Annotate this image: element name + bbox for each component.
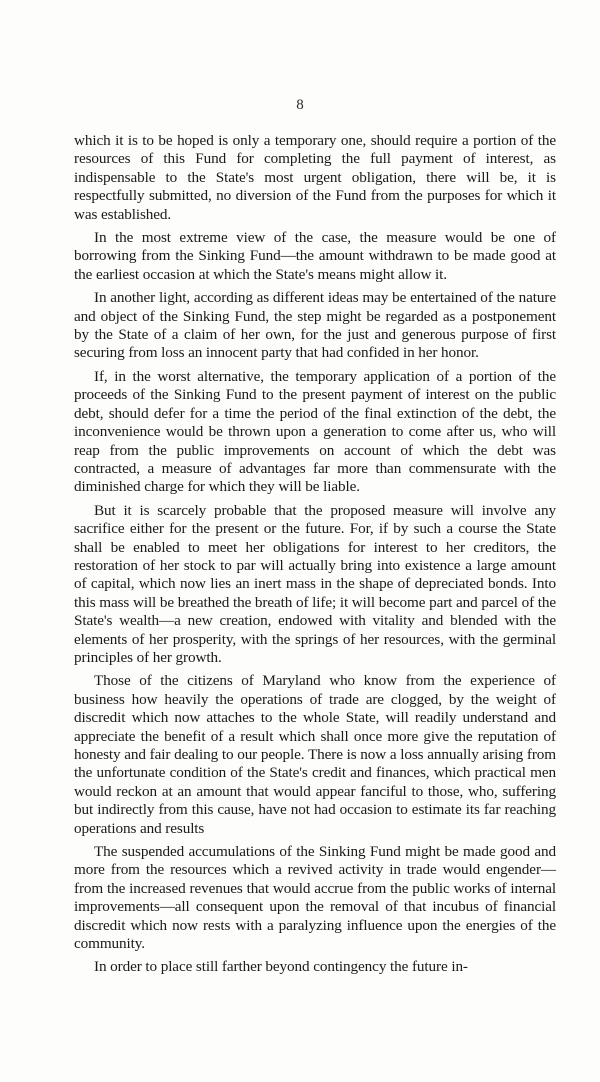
paragraph: The suspended accumulations of the Sinking Fund might be made good and more from the resources which a revived activity in trade would engender—from the increased revenues that would accrue from the public works of internal improvements—all consequent upon the removal of that incubus of financial discredit which now rests with a paralyzing influence upon the energies of the community.: [74, 843, 556, 953]
paragraph: In another light, according as different ideas may be entertained of the nature and object of the Sinking Fund, the step might be regarded as a postponement by the State of a claim of her own, for the just and generous purpose of first securing from loss an innocent party that had confided in her honor.: [74, 289, 556, 362]
paragraph: In the most extreme view of the case, the measure would be one of borrowing from the Sinking Fund—the amount withdrawn to be made good at the earliest occasion at which the State's means might allow it.: [74, 229, 556, 283]
body-text: [74, 132, 556, 982]
paragraph-continuation: which it is to be hoped is only a temporary one, should require a portion of the resources of this Fund for completing the full payment of interest, as indispensable to the State's most urgent obligation, there will be, it is respectfully submitted, no diversion of the Fund from the purposes for which it was established.: [74, 132, 556, 223]
paragraph: But it is scarcely probable that the proposed measure will involve any sacrifice either for the present or the future. For, if by such a course the State shall be enabled to meet her obligations for interest to her creditors, the restoration of her stock to par will actually bring into existence a large amount of capital, which now lies an inert mass in the shape of depreciated bonds. Into this mass will be breathed the breath of life; it will become part and parcel of the State's wealth—a new creation, endowed with vitality and blended with the elements of her prosperity, with the springs of her resources, with the germinal principles of her growth.: [74, 501, 556, 666]
page-number: 8: [296, 97, 304, 113]
paragraph: Those of the citizens of Maryland who know from the experience of business how heavily the operations of trade are clogged, by the weight of discredit which now attaches to the whole State, will readily understand and appreciate the benefit of a result which shall once more give the reputation of honesty and fair dealing to our people. There is now a loss annually arising from the unfortunate condition of the State's credit and finances, which practical men would reckon at an amount that would appear fanciful to those, who, suffering but indirectly from this cause, have not had occasion to estimate its far reaching operations and results: [74, 672, 556, 837]
paragraph: If, in the worst alternative, the temporary application of a portion of the proceeds of the Sinking Fund to the present payment of interest on the public debt, should defer for a time the period of the final extinction of the debt, the inconvenience would be thrown upon a generation to come after us, who will reap from the public improvements on account of which the debt was contracted, a measure of advantages far more than commensurate with the diminished charge for which they will be liable.: [74, 367, 556, 496]
paragraph: In order to place still farther beyond contingency the future in-: [94, 958, 468, 976]
